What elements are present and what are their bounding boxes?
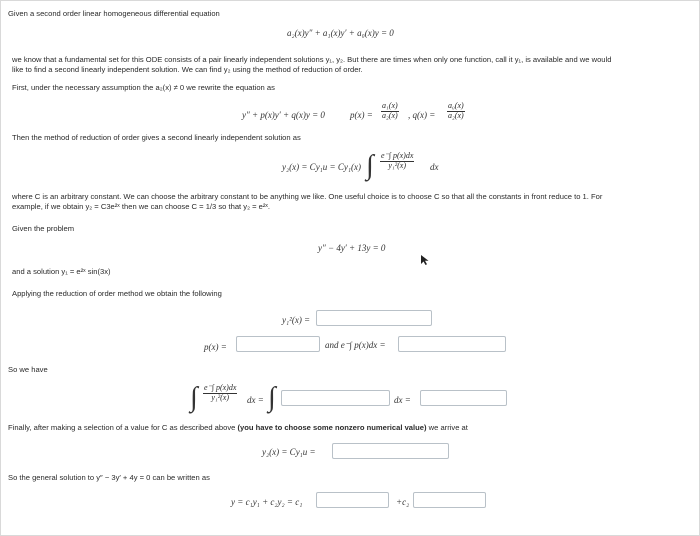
- y1-squared-input[interactable]: [316, 310, 432, 326]
- p-x-label: p(x) =: [204, 342, 227, 352]
- integral-fraction-numerator: e⁻∫ p(x)dx: [204, 383, 237, 392]
- finally-prefix: Finally, after making a selection of a value for C as described above: [8, 423, 238, 432]
- problem-equation: y″ − 4y′ + 13y = 0: [318, 243, 386, 253]
- q-numerator: a₀(x): [448, 101, 464, 110]
- y2-input[interactable]: [332, 443, 449, 459]
- where-line-1: where C is an arbitrary constant. We can choose the arbitrary constant to be anything we like. One useful choice is to choose C so that all the constants in front reduce to 1. For: [12, 192, 603, 201]
- finally-suffix: we arrive at: [426, 423, 468, 432]
- integrand-input[interactable]: [281, 390, 390, 406]
- so-we-have-label: So we have: [8, 365, 48, 374]
- then-line: Then the method of reduction of order gives a second linearly independent solution as: [12, 133, 301, 142]
- integral-equals: dx =: [247, 395, 264, 405]
- p-numerator: a₁(x): [382, 101, 398, 110]
- general-formula: y = c₁y₁ + c₂y₂ = c₁: [231, 497, 303, 507]
- y2-fraction-denominator: y₁²(x): [388, 160, 406, 170]
- q-label: , q(x) =: [408, 110, 436, 120]
- general-solution-line: So the general solution to y″ − 3y′ + 4y = 0 can be written as: [8, 473, 210, 482]
- integral-sign-2: ∫: [190, 382, 198, 413]
- dx-equals-label: dx =: [394, 395, 411, 405]
- y2-fraction-numerator: e⁻∫ p(x)dx: [381, 151, 414, 160]
- y2-fraction: [380, 152, 414, 171]
- plus-c2-label: +c₂: [396, 497, 410, 507]
- q-denominator: a₂(x): [448, 110, 464, 120]
- first-line: First, under the necessary assumption the a₂(x) ≠ 0 we rewrite the equation as: [12, 83, 275, 92]
- integral-sign-1: ∫: [366, 150, 374, 181]
- dx-text: dx: [430, 162, 439, 172]
- paragraph-1-line-1: we know that a fundamental set for this ODE consists of a pair linearly independent solutions y₁, y₂. But there are times when only one function, call it y₁, is available and we would: [12, 55, 612, 64]
- paragraph-1-line-2: like to find a second linearly independent solution. We can find y₂ using the method of reduction of order.: [12, 65, 363, 74]
- standard-form-equation: y″ + p(x)y′ + q(x)y = 0: [242, 110, 325, 120]
- c1-term-input[interactable]: [316, 492, 389, 508]
- where-line-2: example, if we obtain y₂ = C3e²ˣ then we can choose C = 1/3 so that y₂ = e²ˣ.: [12, 202, 271, 211]
- solution-line: and a solution y₁ = e²ˣ sin(3x): [12, 267, 111, 276]
- y2-formula: y₂(x) = Cy₁u = Cy₁(x): [282, 162, 362, 172]
- integral-fraction-denominator: y₁²(x): [211, 392, 229, 402]
- main-equation: a₂(x)y″ + a₁(x)y′ + a₀(x)y = 0: [287, 28, 394, 38]
- p-denominator: a₂(x): [382, 110, 398, 120]
- exp-integral-input[interactable]: [398, 336, 506, 352]
- q-fraction: [447, 102, 465, 121]
- p-label: p(x) =: [350, 110, 373, 120]
- intro-text: Given a second order linear homogeneous differential equation: [8, 9, 220, 18]
- finally-emphasis: (you have to choose some nonzero numerical value): [237, 423, 427, 432]
- applying-line: Applying the reduction of order method we obtain the following: [12, 289, 222, 298]
- p-x-input[interactable]: [236, 336, 320, 352]
- exp-integral-label: and e⁻∫ p(x)dx =: [325, 340, 386, 350]
- integral-sign-3: ∫: [268, 382, 276, 413]
- y1-squared-label: y₁²(x) =: [282, 315, 311, 325]
- dx-result-input[interactable]: [420, 390, 507, 406]
- y2-label: y₂(x) = Cy₁u =: [262, 447, 316, 457]
- finally-line: [8, 424, 468, 433]
- given-problem-label: Given the problem: [12, 224, 75, 233]
- c2-term-input[interactable]: [413, 492, 486, 508]
- p-fraction: [381, 102, 399, 121]
- mouse-cursor-icon: [420, 254, 430, 266]
- integral-fraction: [203, 384, 237, 403]
